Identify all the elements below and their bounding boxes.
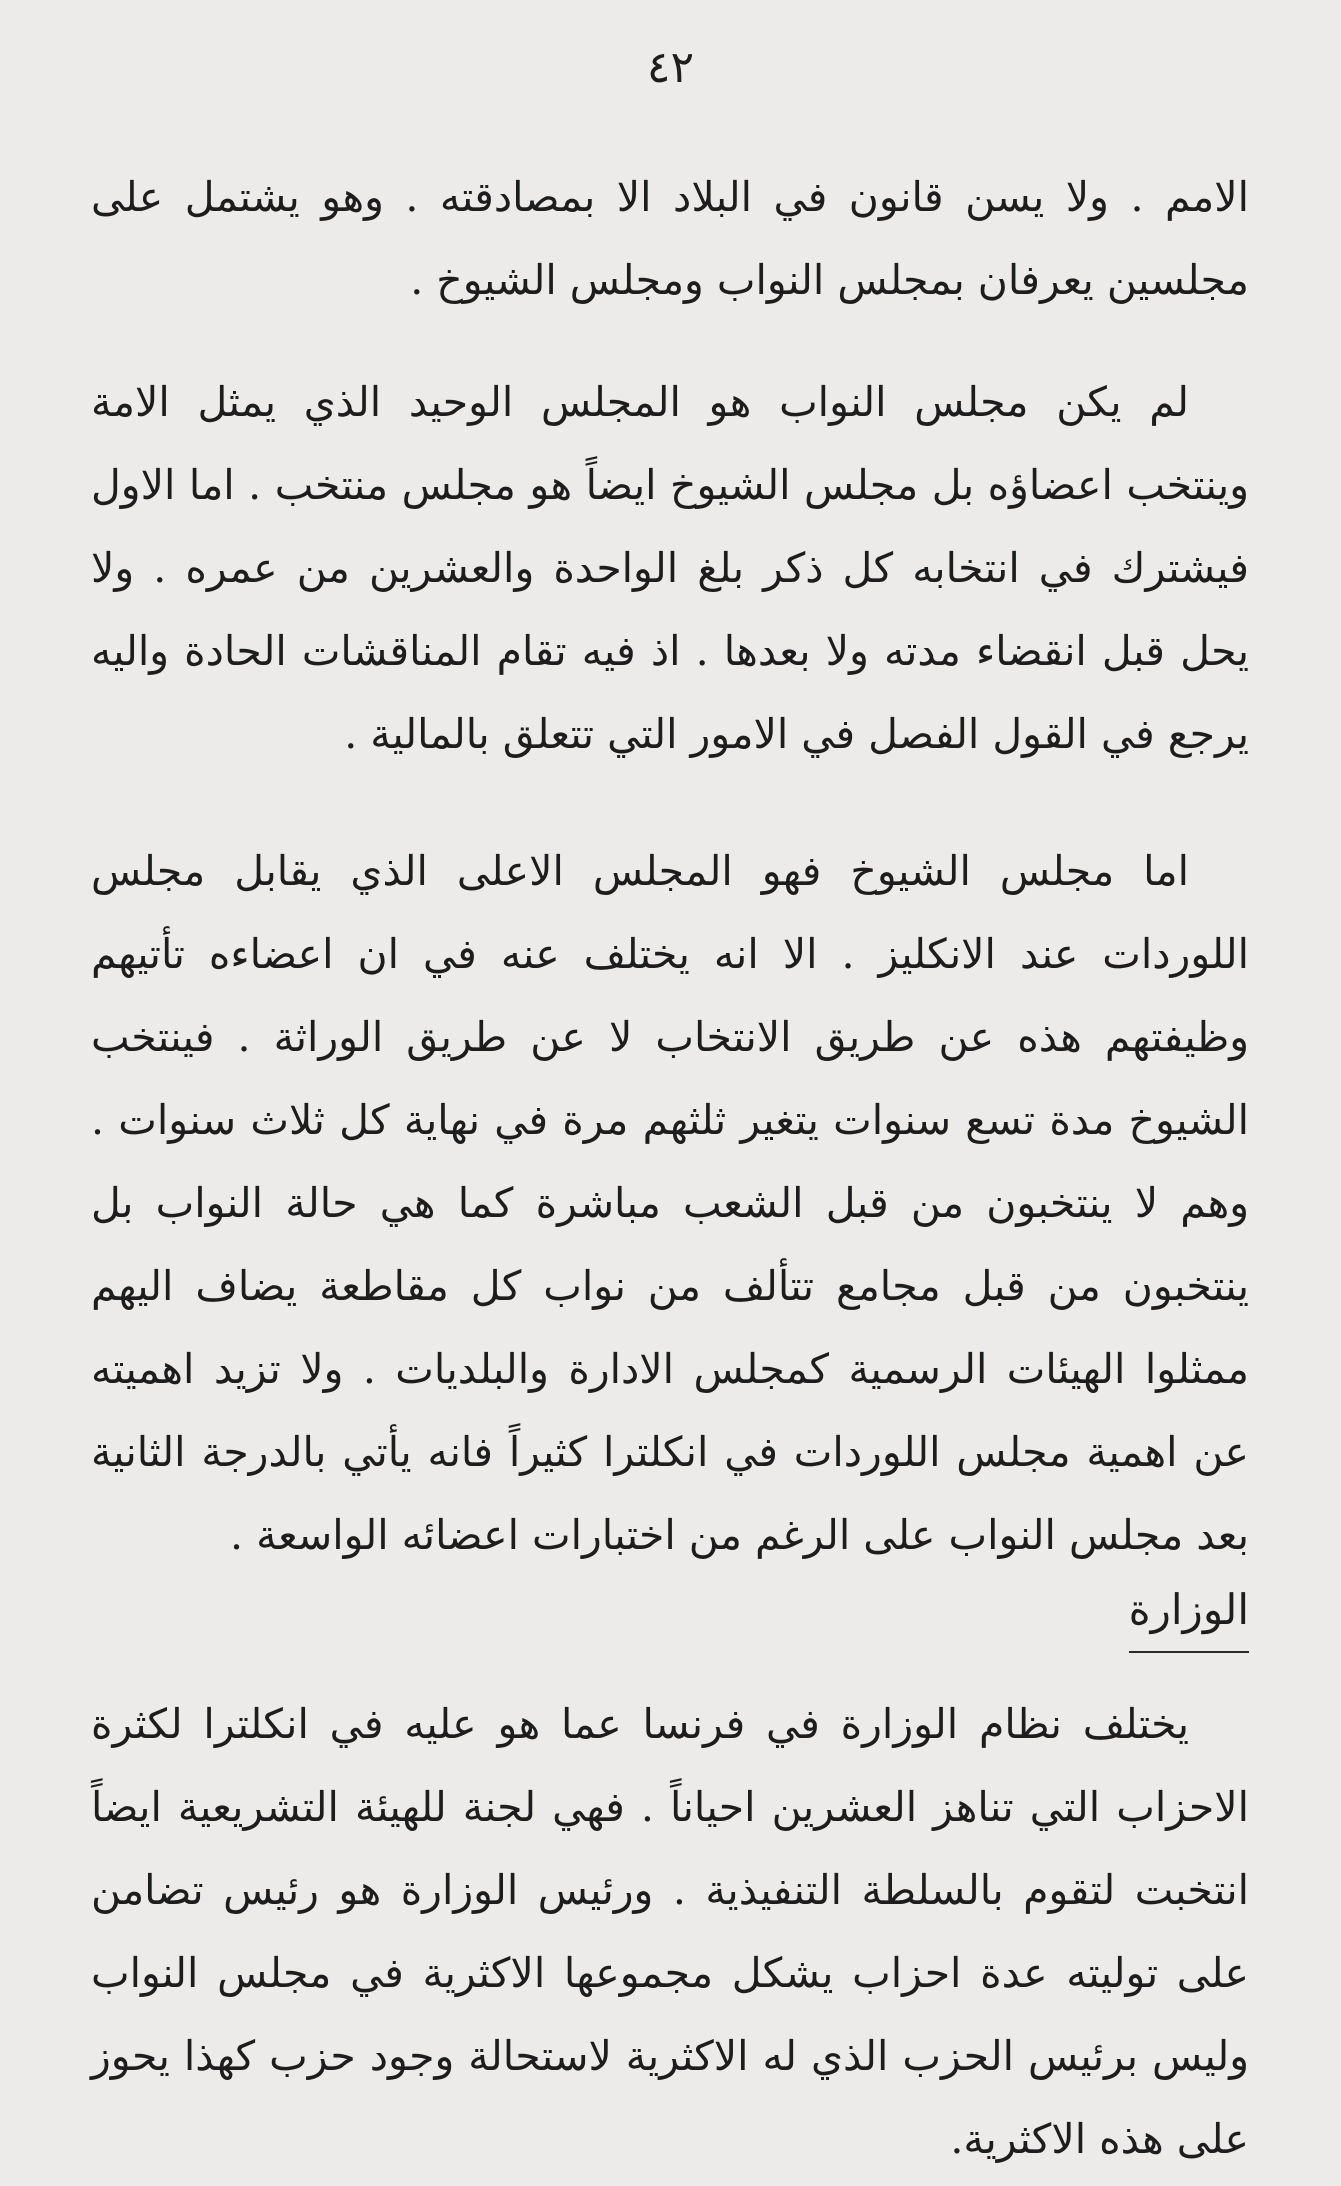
paragraph-house-of-deputies: [91, 361, 1249, 776]
page-number: ٤٢: [646, 42, 695, 93]
paragraph-text: اما مجلس الشيوخ فهو المجلس الاعلى الذي يقابل مجلس اللوردات عند الانكليز . الا انه يختلف عنه في ان اعضاءه تأتيهم وظيفتهم هذه عن طريق الانتخاب لا عن طريق الوراثة . فينتخب الشيوخ مدة تسع سنوات يتغير ثلثهم مرة في نهاية كل ثلاث سنوات . وهم لا ينتخبون من قبل الشعب مباشرة كما هي حالة النواب بل ينتخبون من قبل مجامع تتألف من نواب كل مقاطعة يضاف اليهم ممثلوا الهيئات الرسمية كمجلس الادارة والبلديات . ولا تزيد اهميته عن اهمية مجلس اللوردات في انكلترا كثيراً فانه يأتي بالدرجة الثانية بعد مجلس النواب على الرغم من اختبارات اعضائه الواسعة .: [91, 847, 1249, 1559]
paragraph-ministry: [91, 1683, 1249, 2181]
paragraph-continuation: [91, 156, 1249, 322]
paragraph-text: يختلف نظام الوزارة في فرنسا عما هو عليه في انكلترا لكثرة الاحزاب التي تناهز العشرين احياناً . فهي لجنة للهيئة التشريعية ايضاً انتخبت لتقوم بالسلطة التنفيذية . ورئيس الوزارة هو رئيس تضامن على توليته عدة احزاب يشكل مجموعها الاكثرية في مجلس النواب وليس برئيس الحزب الذي له الاكثرية لاستحالة وجود حزب كهذا يحوز على هذه الاكثرية.: [91, 1700, 1249, 2163]
paragraph-text: الامم . ولا يسن قانون في البلاد الا بمصادقته . وهو يشتمل على مجلسين يعرفان بمجلس النواب ومجلس الشيوخ .: [91, 173, 1249, 304]
section-heading: الوزارة: [1129, 1575, 1249, 1653]
paragraph-senate: [91, 830, 1249, 1577]
paragraph-text: لم يكن مجلس النواب هو المجلس الوحيد الذي يمثل الامة وينتخب اعضاؤه بل مجلس الشيوخ ايضاً هو مجلس منتخب . اما الاول فيشترك في انتخابه كل ذكر بلغ الواحدة والعشرين من عمره . ولا يحل قبل انقضاء مدته ولا بعدها . اذ فيه تقام المناقشات الحادة واليه يرجع في القول الفصل في الامور التي تتعلق بالمالية .: [91, 378, 1249, 758]
section-heading-wrapper: [1129, 1575, 1249, 1653]
